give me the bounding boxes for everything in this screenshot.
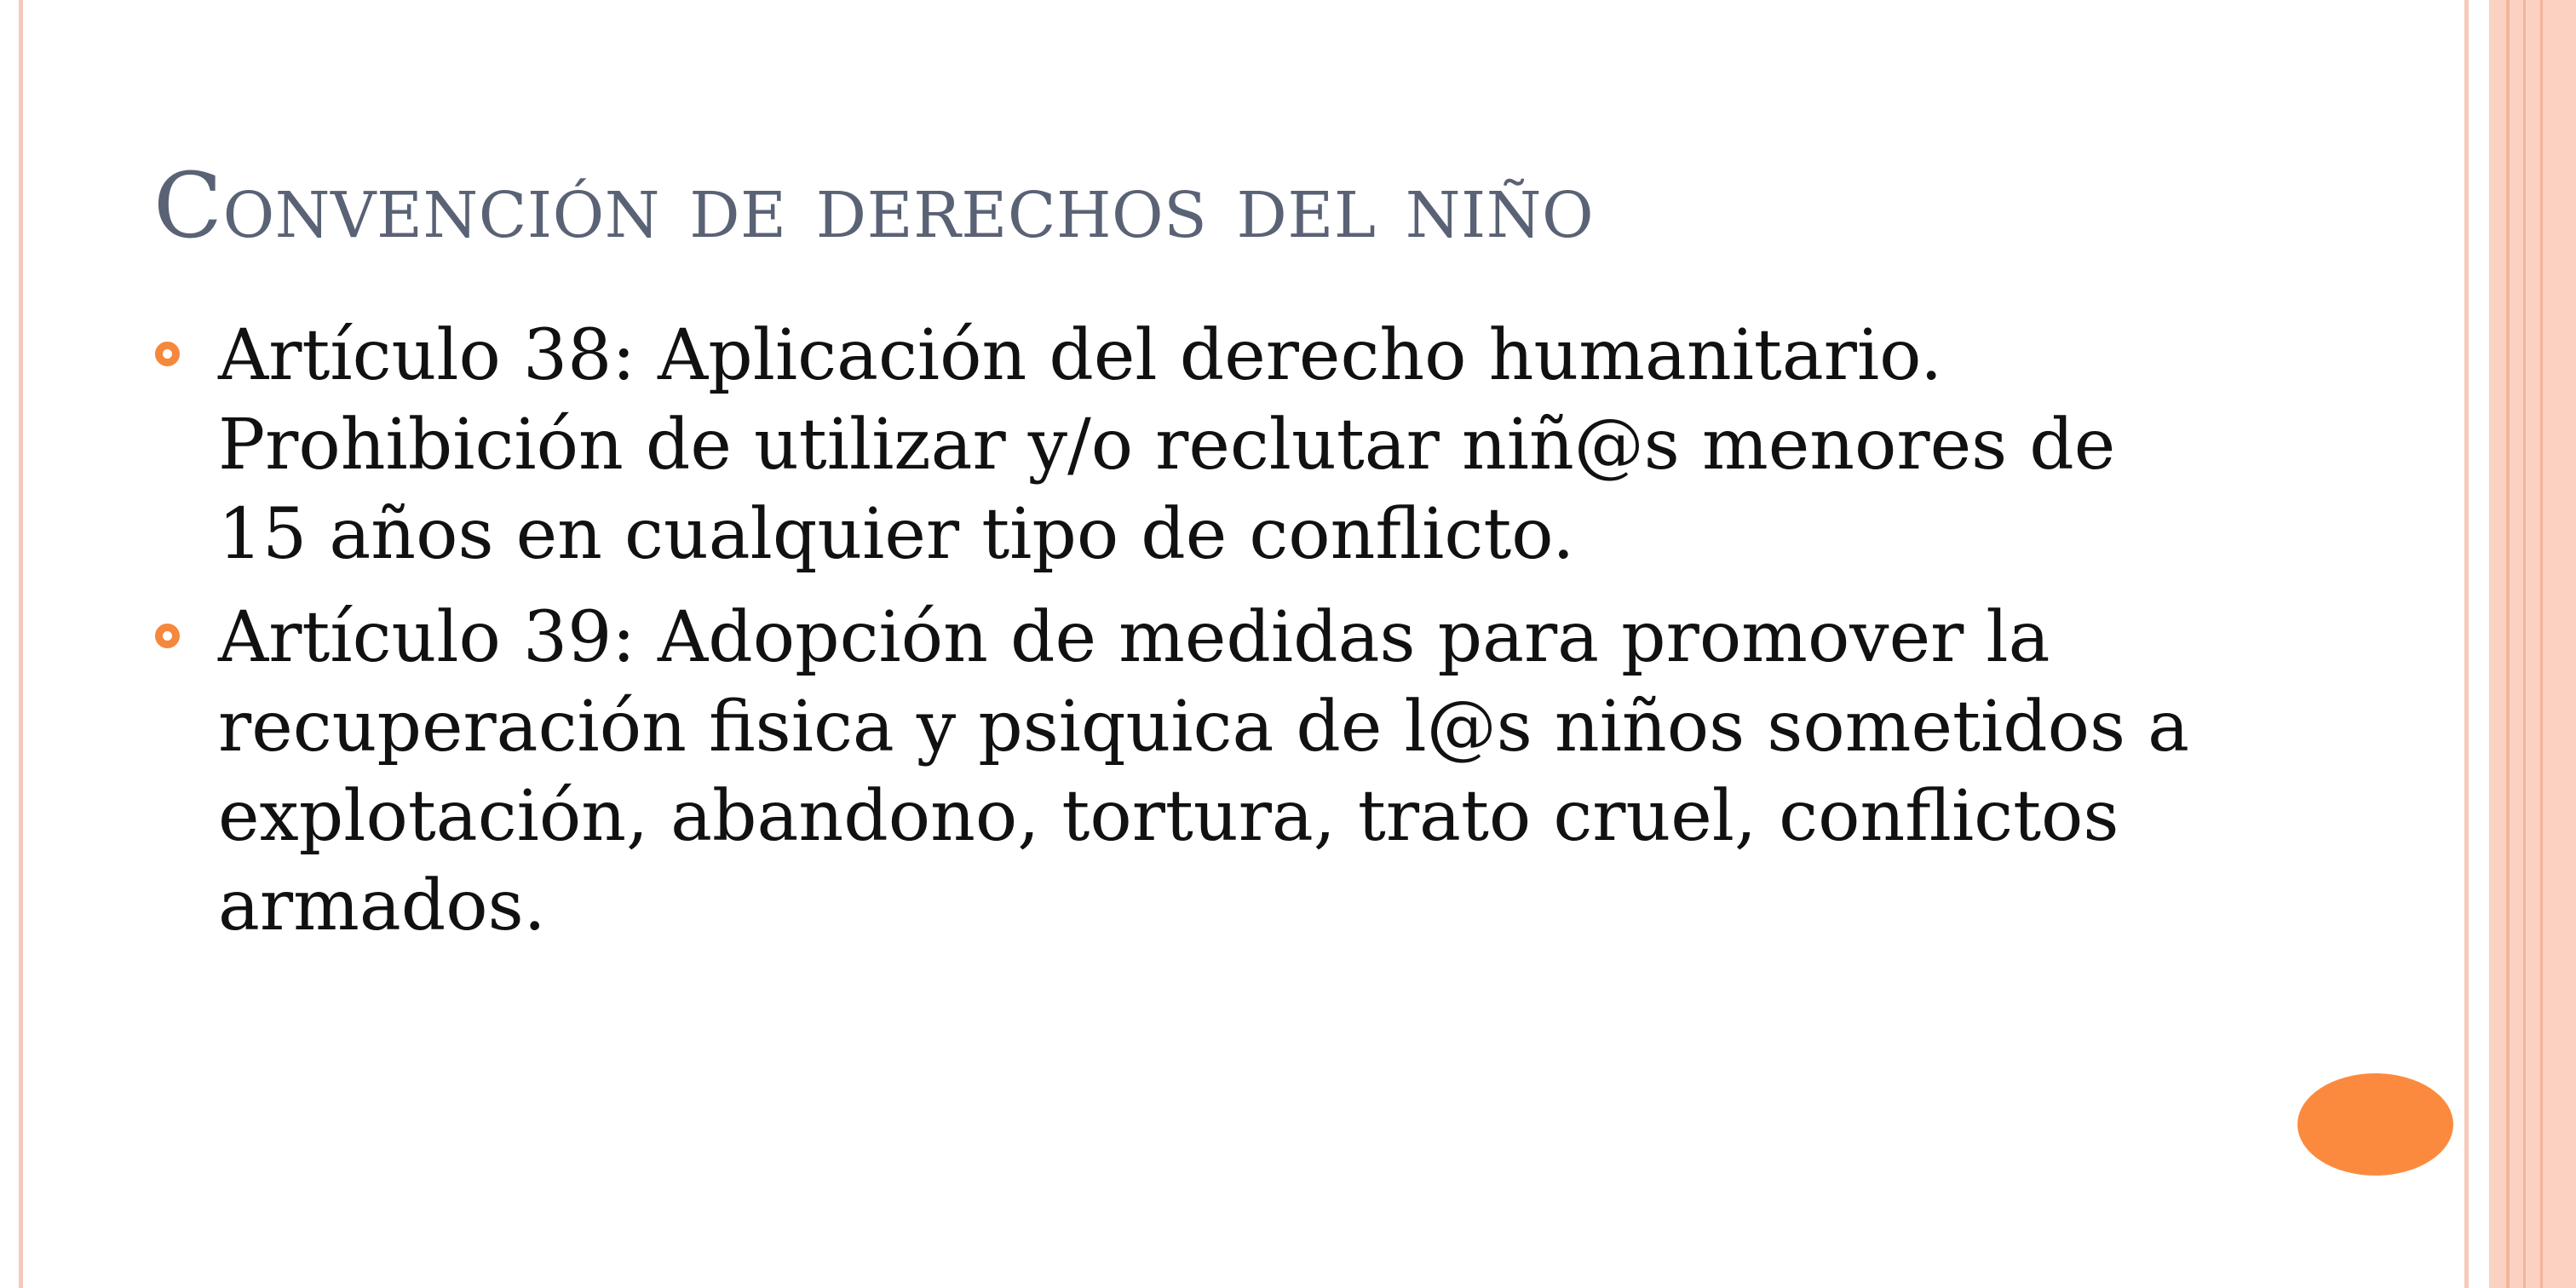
right-band-stripe	[2540, 0, 2543, 1288]
slide-title: Convención de derechos del niño	[153, 153, 1595, 258]
right-band-stripe	[2523, 0, 2526, 1288]
slide-body	[153, 311, 2215, 964]
bullet-text: Artículo 38: Aplicación del derecho humanitario. Prohibición de utilizar y/o reclutar niñ@s menores de 15 años en cualquier tipo de conflicto.	[218, 315, 2116, 575]
hollow-circle-bullet-icon	[155, 342, 180, 366]
bullet-item	[153, 311, 2215, 579]
orange-oval-decoration	[2297, 1073, 2453, 1176]
bullet-item	[153, 593, 2215, 951]
left-border-line	[19, 0, 23, 1288]
bullet-text: Artículo 39: Adopción de medidas para promover la recuperación fisica y psiquica de l@s niños sometidos a explotación, abandono, tortura, trato cruel, conflictos armados.	[218, 597, 2190, 946]
right-band-stripe	[2506, 0, 2510, 1288]
hollow-circle-bullet-icon	[155, 624, 180, 648]
right-border-line	[2464, 0, 2469, 1288]
right-decorative-band	[2489, 0, 2576, 1288]
